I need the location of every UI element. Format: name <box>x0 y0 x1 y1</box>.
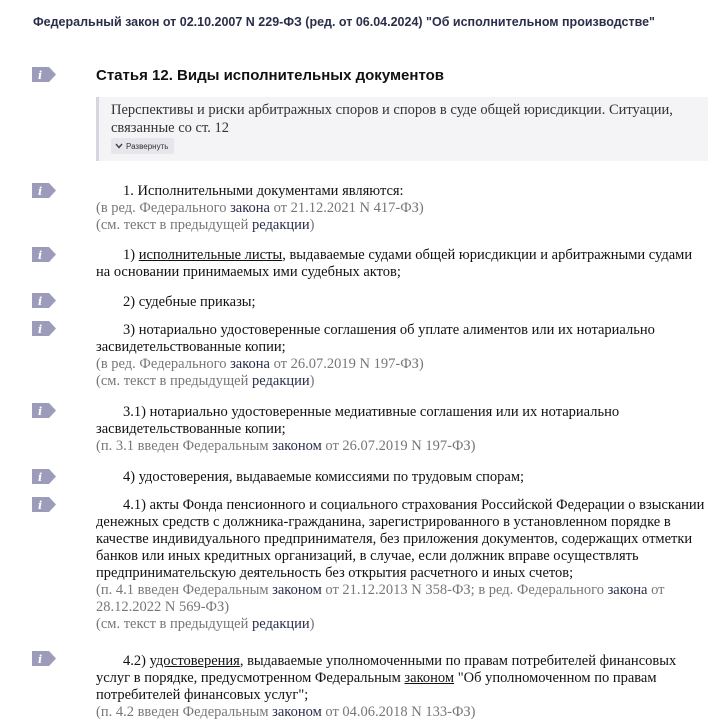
paragraph-7 <box>96 497 708 633</box>
paragraph-6 <box>96 469 708 486</box>
law-link[interactable]: закона <box>230 356 270 372</box>
info-icon[interactable] <box>32 293 56 308</box>
svg-text:i: i <box>38 185 43 198</box>
expand-button-label: Развернуть <box>126 141 169 151</box>
svg-text:i: i <box>38 653 43 666</box>
certificate-link[interactable]: удостоверения <box>149 653 240 669</box>
paragraph-text: 4) удостоверения, выдаваемые комиссиями по трудовым спорам; <box>123 469 525 485</box>
info-icon[interactable] <box>32 67 56 82</box>
info-icon[interactable] <box>32 651 56 666</box>
previous-edition-note: (см. текст в предыдущей редакции) <box>96 616 315 632</box>
paragraph-text: 1) исполнительные листы, выдаваемые судами общей юрисдикции и арбитражными судами на основании принимаемых ими судебных актов; <box>96 247 693 280</box>
paragraph-5 <box>96 404 708 455</box>
paragraph-2 <box>96 247 708 281</box>
article-title: Статья 12. Виды исполнительных документов <box>96 67 444 84</box>
previous-edition-note: (см. текст в предыдущей редакции) <box>96 217 315 233</box>
practice-note-text: Перспективы и риски арбитражных споров и споров в суде общей юрисдикции. Ситуации, связанные со ст. 12 <box>111 102 673 136</box>
edition-note: (п. 3.1 введен Федеральным законом от 26.07.2019 N 197-ФЗ) <box>96 438 476 454</box>
paragraph-text: 4.2) удостоверения, выдаваемые уполномоченными по правам потребителей финансовых услуг в порядке, предусмотренном Федеральным законом "Об уполномоченном по правам потребителей финансовых услуг"; <box>96 653 677 703</box>
paragraph-text: 1. Исполнительными документами являются: <box>123 183 404 199</box>
paragraph-text: 3) нотариально удостоверенные соглашения об уплате алиментов или их нотариально засвидетельствованные копии; <box>96 322 655 355</box>
svg-text:i: i <box>38 69 43 82</box>
paragraph-4 <box>96 322 708 390</box>
paragraph-8 <box>96 653 708 721</box>
previous-edition-note: (см. текст в предыдущей редакции) <box>96 373 315 389</box>
law-link[interactable]: закона <box>607 582 648 598</box>
paragraph-text: 3.1) нотариально удостоверенные медиативные соглашения или их нотариально засвидетельствованные копии; <box>96 404 620 437</box>
expand-button[interactable] <box>111 138 174 154</box>
info-icon[interactable] <box>32 183 56 198</box>
paragraph-3 <box>96 294 708 311</box>
info-icon[interactable] <box>32 321 56 336</box>
writ-link[interactable]: исполнительные листы <box>138 247 283 263</box>
svg-text:i: i <box>38 249 43 262</box>
edition-note: (в ред. Федерального закона от 26.07.2019 N 197-ФЗ) <box>96 356 424 372</box>
svg-text:i: i <box>38 323 43 336</box>
law-link[interactable]: законом <box>272 438 322 454</box>
paragraph-1 <box>96 183 708 234</box>
document-title: Федеральный закон от 02.10.2007 N 229-ФЗ (ред. от 06.04.2024) "Об исполнительном производстве" <box>33 15 655 29</box>
paragraph-text: 2) судебные приказы; <box>123 294 256 310</box>
previous-edition-link[interactable]: редакции <box>252 373 310 389</box>
svg-text:i: i <box>38 295 43 308</box>
edition-note: (в ред. Федерального закона от 21.12.2021 N 417-ФЗ) <box>96 200 424 216</box>
info-icon[interactable] <box>32 247 56 262</box>
practice-note <box>96 97 708 161</box>
paragraph-text: 4.1) акты Фонда пенсионного и социального страхования Российской Федерации о взыскании денежных средств с должника-гражданина, зарегистрированного в установленном порядке в качестве индивидуального предпринимателя, без приложения документов, содержащих отметки банков или иных кредитных организаций, в случае, если должник вправе осуществлять предпринимательскую деятельность без открытия расчетного и иных счетов; <box>96 497 705 581</box>
law-link[interactable]: законом <box>404 670 455 686</box>
edition-note: (п. 4.2 введен Федеральным законом от 04.06.2018 N 133-ФЗ) <box>96 704 476 720</box>
svg-text:i: i <box>38 471 43 484</box>
svg-text:i: i <box>38 499 43 512</box>
law-link[interactable]: закона <box>230 200 270 216</box>
info-icon[interactable] <box>32 497 56 512</box>
previous-edition-link[interactable]: редакции <box>252 217 310 233</box>
chevron-down-icon <box>115 143 123 149</box>
svg-text:i: i <box>38 405 43 418</box>
info-icon[interactable] <box>32 469 56 484</box>
info-icon[interactable] <box>32 403 56 418</box>
previous-edition-link[interactable]: редакции <box>252 616 310 632</box>
law-link[interactable]: законом <box>272 582 322 598</box>
edition-note: (п. 4.1 введен Федеральным законом от 21.12.2013 N 358-ФЗ; в ред. Федерального закона от 28.12.2022 N 569-ФЗ) <box>96 582 665 615</box>
law-link[interactable]: законом <box>272 704 322 720</box>
